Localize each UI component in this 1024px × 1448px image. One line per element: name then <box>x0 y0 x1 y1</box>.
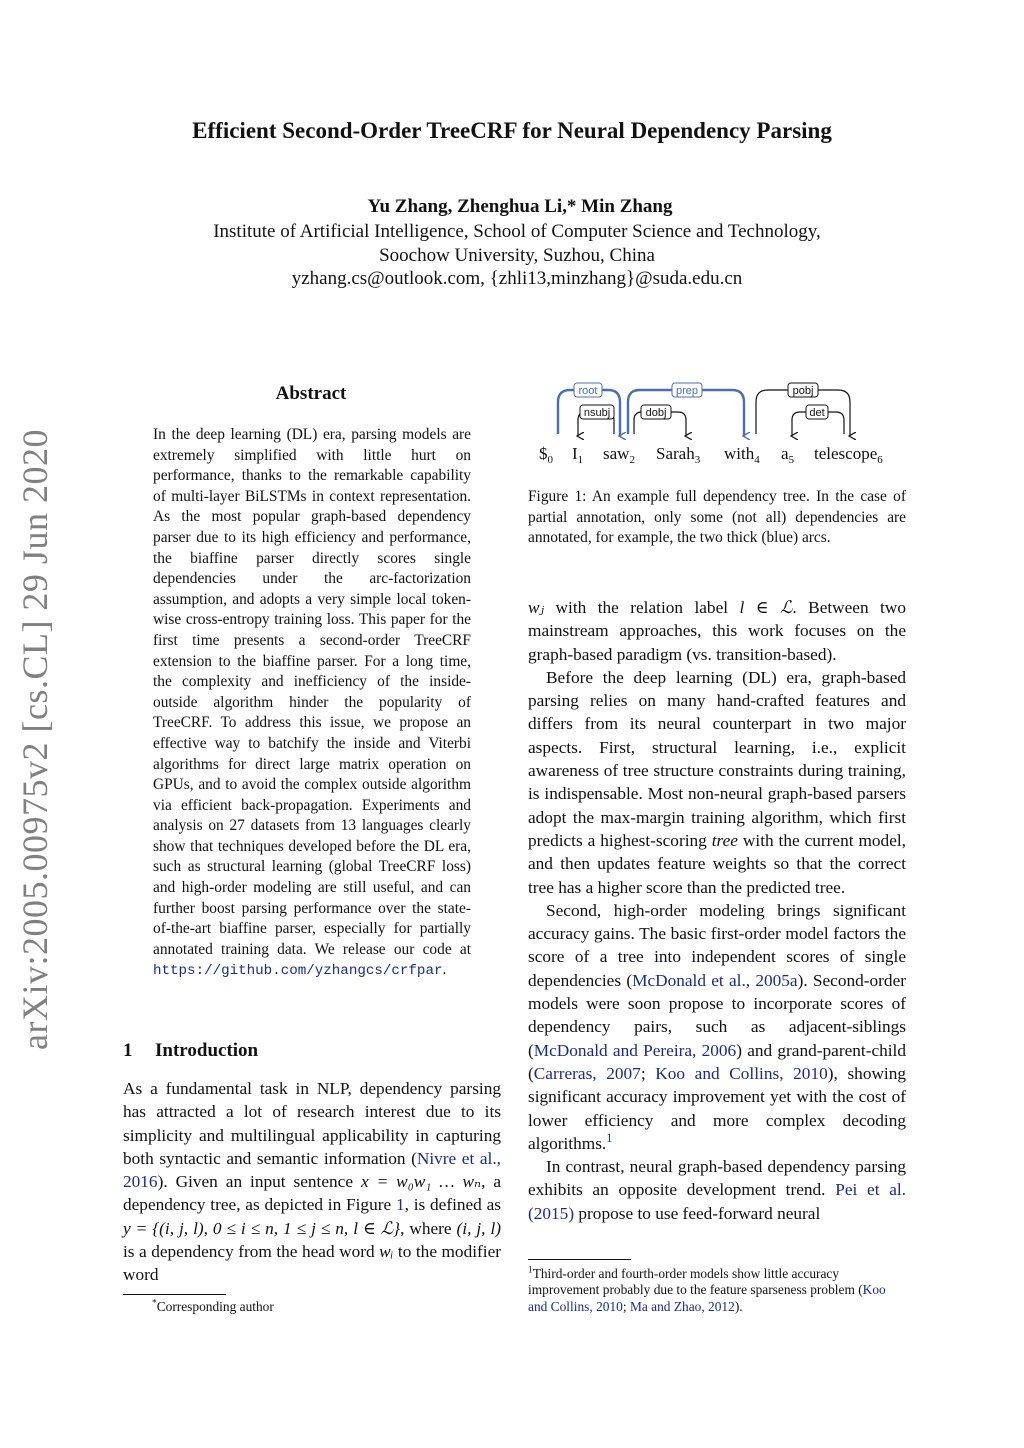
label-root: root <box>578 385 598 397</box>
footnote-text: ). <box>734 1298 743 1314</box>
word-0: $\$_0$ <box>539 444 553 466</box>
abstract-body <box>153 425 471 982</box>
abstract-text: In the deep learning (DL) era, parsing models are extremely simplified with little hurt on performance, thanks to the remarkable capability of multi-layer BiLSTMs in context representation. As the most popular graph-based dependency parser due to its high efficiency and performance, the biaffine parser directly scores single dependencies under the arc-factorization assumption, and adopts a very simple local token-wise cross-entropy training loss. This paper for the first time presents a second-order TreeCRF extension to the biaffine parser. For a long time, the complexity and inefficiency of the inside-outside algorithm hinder the popularity of TreeCRF. To address this issue, we propose an effective way to batchify the inside and Viterbi algorithms for direct large matrix operation on GPUs, and to avoid the complex outside algorithm via efficient back-propagation. Experiments and analysis on 27 datasets from 13 languages clearly show that techniques developed before the DL era, such as structural learning (global TreeCRF loss) and high-order modeling are still useful, and can further boost parsing performance over the state-of-the-art biaffine parser, especially for partially annotated training data. We release our code at <box>153 426 471 958</box>
text-run: Second, high-order modeling brings significant accuracy gains. The basic first-order model factors the score of a tree into independent scores of single dependencies ( <box>528 900 906 990</box>
footnote-rule-right <box>528 1259 631 1260</box>
text-run: ), showing significant accuracy improvement yet with the cost of lower efficiency and more complex decoding algorithms. <box>528 1063 907 1153</box>
math-head-word: wᵢ <box>379 1242 394 1262</box>
paragraph <box>528 596 906 666</box>
text-run: ; <box>640 1063 656 1083</box>
arxiv-stamp: arXiv:2005.00975v2 [cs.CL] 29 Jun 2020 <box>15 429 55 1050</box>
emphasis: tree <box>711 830 738 850</box>
footnote-text: ; <box>622 1298 630 1314</box>
word-1: $I_1$ <box>572 444 584 466</box>
footnote-text: Corresponding author <box>156 1299 274 1314</box>
footnote-ref[interactable]: 1 <box>606 1131 613 1146</box>
math-arc: (i, j, l) <box>456 1218 501 1238</box>
math-mod-word: wⱼ <box>528 598 545 617</box>
footnote-rule-left <box>123 1294 226 1295</box>
word-3: Sarah$_3$ <box>656 444 701 466</box>
text-run: , is defined as <box>404 1195 502 1215</box>
paragraph <box>528 899 906 1155</box>
citation-koo-collins[interactable]: Koo and Collins, 2010 <box>655 1063 828 1083</box>
paper-title: Efficient Second-Order TreeCRF for Neural Dependency Parsing <box>192 118 832 143</box>
citation-mcdonald-2005a[interactable]: McDonald et al., 2005a <box>632 970 798 990</box>
label-dobj: dobj <box>645 407 667 419</box>
section-title: Introduction <box>155 1040 259 1061</box>
word-5: $a_5$ <box>781 444 795 466</box>
text-run: ). Second-order models were soon propose to incorporate scores of dependency pairs, such as adjacent-siblings ( <box>528 970 906 1060</box>
citation-ma-zhao[interactable]: Ma and Zhao, 2012 <box>629 1298 735 1314</box>
paragraph <box>528 1155 906 1225</box>
text-run: propose to use feed-forward neural <box>578 1203 821 1223</box>
affiliation-line-2: Soochow University, Suzhou, China <box>379 245 655 266</box>
abstract-end: . <box>442 961 447 979</box>
footnote-1 <box>528 1266 906 1315</box>
label-prep: prep <box>675 385 699 397</box>
text-run: , a dependency tree, as depicted in Figure <box>123 1172 502 1215</box>
text-run: Before the deep learning (DL) era, graph-based parsing relies on many hand-crafted features and differs from its neural counterpart in two major aspects. First, structural learning, i.e., explicit awareness of tree structure constraints during training, is indispensable. Most non-neural graph-based parsers adopt the max-margin training algorithm, which first predicts a highest-scoring <box>528 667 906 850</box>
figure-ref[interactable]: 1 <box>395 1195 405 1215</box>
footnote-corresponding <box>152 1299 274 1315</box>
footnote-text: Third-order and fourth-order models show little accuracy improvement probably due to the feature sparseness problem ( <box>528 1266 863 1298</box>
section-number: 1 <box>123 1040 133 1061</box>
author-list: Yu Zhang, Zhenghua Li,* Min Zhang <box>367 196 673 217</box>
citation-mcdonald-pereira[interactable]: McDonald and Pereira, 2006 <box>533 1040 737 1060</box>
word-6: telescope$_6$ <box>814 444 883 466</box>
author-emails: yzhang.cs@outlook.com, {zhli13,minzhang}@suda.edu.cn <box>291 268 743 289</box>
text-run: is a dependency from the head word <box>123 1242 375 1262</box>
citation-nivre[interactable]: Nivre et al., 2016 <box>123 1148 501 1192</box>
text-run: ) and grand-parent-child ( <box>528 1040 907 1083</box>
math-label-set: l ∈ ℒ <box>739 598 793 617</box>
abstract-heading: Abstract <box>275 383 347 404</box>
citation-carreras[interactable]: Carreras, 2007 <box>533 1063 641 1083</box>
footnote-mark: * <box>152 1298 157 1309</box>
text-run: ). Given an input sentence <box>157 1172 353 1192</box>
math-sentence-def: x = w₀w₁ … wₙ <box>360 1172 482 1192</box>
section-heading-introduction <box>123 1040 258 1062</box>
citation-pei[interactable]: Pei et al. (2015) <box>528 1180 906 1223</box>
word-2: saw$_2$ <box>603 444 635 466</box>
citation-koo-collins[interactable]: Koo and Collins, 2010 <box>528 1282 886 1314</box>
code-link[interactable]: https://github.com/yzhangcs/crfpar <box>153 963 443 980</box>
label-nsubj: nsubj <box>583 407 611 419</box>
text-run: In contrast, neural graph-based dependency parsing exhibits an opposite development trend. <box>528 1157 906 1200</box>
affiliation-line-1: Institute of Artificial Intelligence, School of Computer Science and Technology, <box>213 221 821 242</box>
text-run: to the modifier word <box>123 1242 501 1285</box>
label-pobj: pobj <box>792 385 814 397</box>
right-column <box>528 596 906 1225</box>
text-run: . Between two mainstream approaches, this work focuses on the graph-based paradigm (vs. transition-based). <box>528 598 906 664</box>
math-tree-def: y = {(i, j, l), 0 ≤ i ≤ n, 1 ≤ j ≤ n, l ∈ ℒ} <box>123 1218 401 1238</box>
text-run: As a fundamental task in NLP, dependency parsing has attracted a lot of research interest due to its simplicity and multilingual applicability in capturing both syntactic and semantic information ( <box>123 1079 501 1168</box>
text-run: with the relation label <box>555 598 729 617</box>
label-det: det <box>809 407 825 419</box>
text-run: , where <box>400 1218 452 1238</box>
text-run: with the current model, and then updates feature weights so that the correct tree has a higher score than the predicted tree. <box>528 830 906 897</box>
intro-paragraph <box>123 1077 501 1287</box>
word-4: with$_4$ <box>724 444 760 466</box>
paragraph <box>528 666 906 899</box>
dependency-tree-figure <box>528 376 908 468</box>
footnote-mark: 1 <box>528 1265 533 1276</box>
figure-caption: Figure 1: An example full dependency tree. In the case of partial annotation, only some (not all) dependencies are annotated, for example, the two thick (blue) arcs. <box>528 488 906 547</box>
